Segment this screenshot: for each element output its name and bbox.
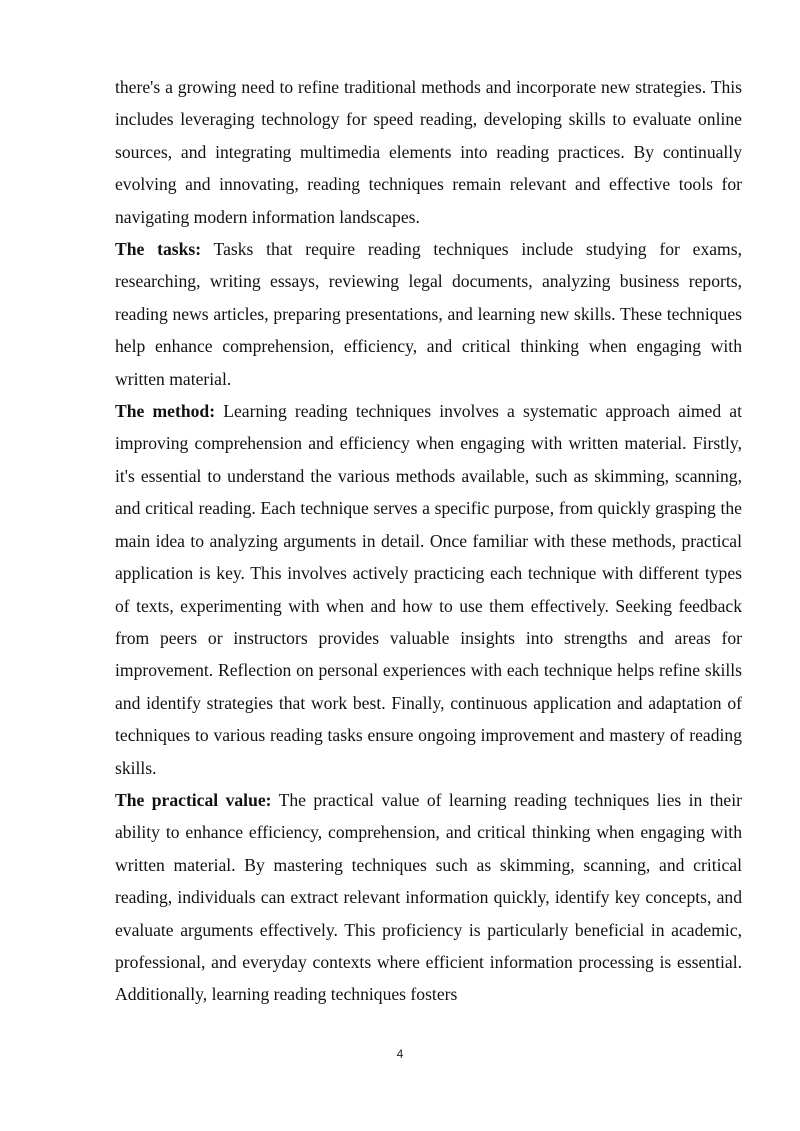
paragraph-heading: The tasks: [115, 239, 202, 260]
body-text [115, 71, 742, 1011]
paragraph-tasks [115, 233, 742, 395]
page-number: 4 [396, 1047, 404, 1061]
paragraph-practical-value [115, 784, 742, 1011]
paragraph-heading: The practical value: [115, 789, 272, 810]
paragraph-text: Learning reading techniques involves a systematic approach aimed at improving comprehension and efficiency when engaging with written material. Firstly, it's essential to understand the various methods available, such as skimming, scanning, and critical reading. Each technique serves a specific purpose, from quickly grasping the main idea to analyzing arguments in detail. Once familiar with these methods, practical application is key. This involves actively practicing each technique with different types of texts, experimenting with when and how to use them effectively. Seeking feedback from peers or instructors provides valuable insights into strengths and areas for improvement. Reflection on personal experiences with each technique helps refine skills and identify strategies that work best. Finally, continuous application and adaptation of techniques to various reading tasks ensure ongoing improvement and mastery of reading skills. [115, 401, 742, 778]
paragraph-method [115, 395, 742, 784]
paragraph-text: The practical value of learning reading techniques lies in their ability to enhance efficiency, comprehension, and critical thinking when engaging with written material. By mastering techniques such as skimming, scanning, and critical reading, individuals can extract relevant information quickly, identify key concepts, and evaluate arguments effectively. This proficiency is particularly beneficial in academic, professional, and everyday contexts where efficient information processing is essential. Additionally, learning reading techniques fosters [115, 789, 742, 1005]
paragraph-continuation [115, 71, 742, 233]
paragraph-heading: The method: [115, 401, 216, 422]
paragraph-text: there's a growing need to refine traditional methods and incorporate new strategies. This includes leveraging technology for speed reading, developing skills to evaluate online sources, and integrating multimedia elements into reading practices. By continually evolving and innovating, reading techniques remain relevant and effective tools for navigating modern information landscapes. [115, 77, 742, 227]
paragraph-text: Tasks that require reading techniques include studying for exams, researching, writing essays, reviewing legal documents, analyzing business reports, reading news articles, preparing presentations, and learning new skills. These techniques help enhance comprehension, efficiency, and critical thinking when engaging with written material. [115, 239, 742, 389]
